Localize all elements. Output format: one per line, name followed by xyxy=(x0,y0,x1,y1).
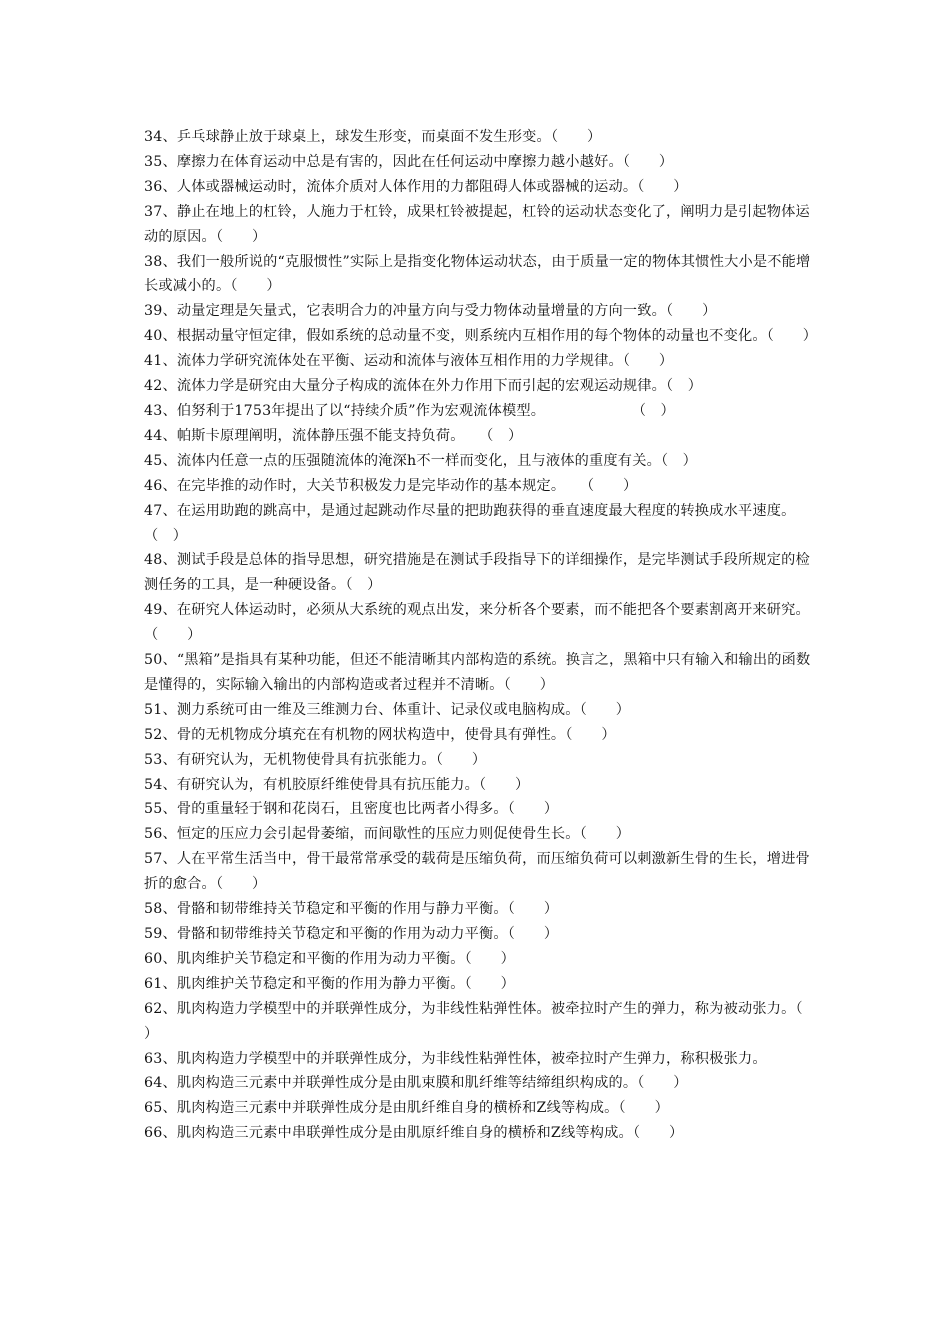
question-41: 41、流体力学研究流体处在平衡、运动和流体与液体互相作用的力学规律。（ ） xyxy=(144,353,674,370)
question-46: 46、在完毕推的动作时，大关节积极发力是完毕动作的基本规定。 （ ） xyxy=(144,477,638,494)
question-60: 60、肌肉维护关节稳定和平衡的作用为动力平衡。（ ） xyxy=(144,950,516,967)
question-48: 48、测试手段是总体的指导思想，研究措施是在测试手段指导下的详细操作，是完毕测试手段所规定的检测任务的工具，是一种硬设备。（ ） xyxy=(144,552,810,594)
question-58: 58、骨骼和韧带维持关节稳定和平衡的作用与静力平衡。（ ） xyxy=(144,901,559,918)
question-55: 55、骨的重量轻于钢和花岗石，且密度也比两者小得多。（ ） xyxy=(144,801,559,818)
question-50: 50、“黑箱”是指具有某种功能，但还不能清晰其内部构造的系统。换言之，黑箱中只有输入和输出的函数是懂得的，实际输入输出的内部构造或者过程并不清晰。（ ） xyxy=(144,652,811,693)
question-43: 43、伯努利于1753年提出了以“持续介质”作为宏观流体模型。 （ ） xyxy=(144,402,675,419)
question-64: 64、肌肉构造三元素中并联弹性成分是由肌束膜和肌纤维等结缔组织构成的。（ ） xyxy=(144,1075,688,1092)
question-38: 38、我们一般所说的“克服惯性”实际上是指变化物体运动状态，由于质量一定的物体其惯性大小是不能增长或减小的。（ ） xyxy=(144,253,811,295)
question-39: 39、动量定理是矢量式，它表明合力的冲量方向与受力物体动量增量的方向一致。（ ） xyxy=(144,303,717,320)
question-59: 59、骨骼和韧带维持关节稳定和平衡的作用为动力平衡。（ ） xyxy=(144,926,559,942)
question-53: 53、有研究认为，无机物使骨具有抗张能力。（ ） xyxy=(144,751,487,768)
question-44: 44、帕斯卡原理阐明，流体静压强不能支持负荷。 （ ） xyxy=(144,427,523,444)
question-62: 62、肌肉构造力学模型中的并联弹性成分，为非线性粘弹性体。被牵拉时产生的弹力，称为被动张力。（ ） xyxy=(144,1000,832,1042)
question-list xyxy=(144,125,832,1146)
question-42: 42、流体力学是研究由大量分子构成的流体在外力作用下而引起的宏观运动规律。（ ） xyxy=(144,378,703,395)
question-66: 66、肌肉构造三元素中串联弹性成分是由肌原纤维自身的横桥和Z线等构成。（ ） xyxy=(144,1125,684,1142)
question-57: 57、人在平常生活当中，骨干最常常承受的载荷是压缩负荷，而压缩负荷可以刺激新生骨的生长，增进骨折的愈合。（ ） xyxy=(144,851,810,893)
question-45: 45、流体内任意一点的压强随流体的淹深h不一样而变化，且与液体的重度有关。（ ） xyxy=(144,452,698,469)
question-40: 40、根据动量守恒定律，假如系统的总动量不变，则系统内互相作用的每个物体的动量也不变化。（ ） xyxy=(144,328,818,345)
question-65: 65、肌肉构造三元素中并联弹性成分是由肌纤维自身的横桥和Z线等构成。（ ） xyxy=(144,1100,669,1117)
question-34: 34、乒乓球静止放于球桌上，球发生形变，而桌面不发生形变。（ ） xyxy=(144,129,602,145)
question-36: 36、人体或器械运动时，流体介质对人体作用的力都阻碍人体或器械的运动。（ ） xyxy=(144,178,688,195)
question-37: 37、静止在地上的杠铃，人施力于杠铃，成果杠铃被提起，杠铃的运动状态变化了，阐明力是引起物体运动的原因。（ ） xyxy=(144,203,810,245)
question-54: 54、有研究认为，有机胶原纤维使骨具有抗压能力。（ ） xyxy=(144,776,530,793)
question-47: 47、在运用助跑的跳高中，是通过起跳动作尽量的把助跑获得的垂直速度最大程度的转换成水平速度。 （ ） xyxy=(144,502,818,544)
question-49: 49、在研究人体运动时，必须从大系统的观点出发，来分析各个要素，而不能把各个要素割离开来研究。（ ） xyxy=(144,602,810,644)
question-52: 52、骨的无机物成分填充在有机物的网状构造中，使骨具有弹性。（ ） xyxy=(144,726,616,743)
question-56: 56、恒定的压应力会引起骨萎缩，而间歇性的压应力则促使骨生长。（ ） xyxy=(144,826,631,843)
question-51: 51、测力系统可由一维及三维测力台、体重计、记录仪或电脑构成。（ ） xyxy=(144,701,631,718)
question-61: 61、肌肉维护关节稳定和平衡的作用为静力平衡。（ ） xyxy=(144,975,516,992)
question-35: 35、摩擦力在体育运动中总是有害的，因此在任何运动中摩擦力越小越好。（ ） xyxy=(144,153,674,170)
question-63: 63、肌肉构造力学模型中的并联弹性成分，为非线性粘弹性体，被牵拉时产生弹力，称积极张力。 xyxy=(144,1050,767,1067)
